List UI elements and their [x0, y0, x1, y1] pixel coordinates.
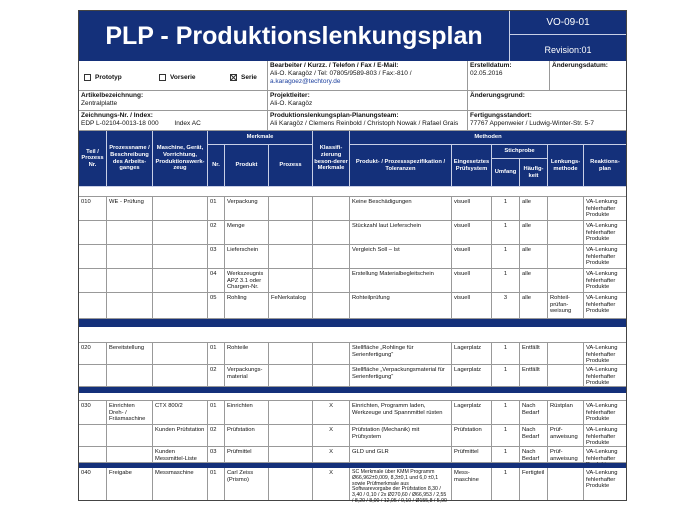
cell-klassifizierung: X [313, 447, 350, 462]
drawing-label: Zeichnungs-Nr. / Index: [81, 112, 153, 119]
created-value: 02.05.2016 [470, 70, 503, 77]
col-klassifizierung: Klassifi-zierung beson-derer Merkmale [313, 131, 350, 187]
cell-lenkungsmethode: Prüf-anweisung [548, 447, 584, 462]
cell-prozess [269, 221, 313, 244]
cell-lenkungsmethode [548, 245, 584, 268]
cell-maschine [153, 365, 208, 386]
cell-lenkungsmethode [548, 221, 584, 244]
cell-haeufigkeit: Nach Bedarf [520, 425, 548, 446]
cell-reaktionsplan: VA-Lenkung fehlerhafter [586, 449, 618, 462]
cell-klassifizierung [313, 343, 350, 364]
cell-reaktionsplan: VA-Lenkung fehlerhafter Produkte [586, 470, 618, 490]
cell-pruefsystem: visuell [452, 293, 492, 318]
table-row [79, 343, 626, 365]
cell-reaktionsplan: VA-Lenkung fehlerhafter Produkte [586, 223, 618, 243]
col-lenkungsmethode: Lenkungs-methode [548, 145, 584, 187]
cell-nr: 02 [208, 365, 225, 386]
cell-teil [79, 221, 107, 244]
cell-produkt: Rohteile [225, 343, 269, 364]
lead-label: Projektleiter: [270, 92, 310, 99]
group-separator [79, 319, 626, 327]
cell-spezifikation: Prüfstation (Mechanik) mit Prüfsystem [350, 425, 452, 446]
cell-prozess [269, 245, 313, 268]
article-cell [79, 91, 268, 111]
cell-pruefsystem: Prüfstation [452, 425, 492, 446]
cell-prozess [269, 365, 313, 386]
cell-haeufigkeit: alle [520, 221, 548, 244]
cell-klassifizierung: X [313, 425, 350, 446]
cell-spezifikation: Stellfläche „Rohlinge für Serienfertigung“ [350, 343, 452, 364]
cell-maschine [153, 221, 208, 244]
cell-spezifikation: SC Merkmale über KMM Programm Ø66,962±0,009, 8,3±0,1 und 6,0 ±0,1 sowie Prüfmerkmale aus Softwarevorgabe der Prüfstation 8,30 / 3,40 / 0,10 / 2x Ø270,60 / Ø66,953 / 2,55 / 8,20 / 8,00 / 12,05 / 0,10 / Ø155,8 / 5,90 [350, 468, 452, 500]
drawing-index: Index AC [174, 120, 201, 127]
cell-prozessname [107, 221, 153, 244]
cell-prozessname [107, 365, 153, 386]
cell-prozessname [107, 425, 153, 446]
cell-teil [79, 425, 107, 446]
document-title: PLP - Produktionslenkungsplan [79, 11, 509, 61]
cell-reaktionsplan: VA-Lenkung fehlerhafter Produkte [586, 345, 618, 365]
cell-lenkungsmethode: Rüstplan [548, 401, 584, 424]
created-cell [468, 61, 550, 91]
cell-klassifizierung: X [313, 468, 350, 500]
table-spacer-row [79, 327, 626, 343]
cell-pruefsystem: visuell [452, 245, 492, 268]
cell-prozess [269, 401, 313, 424]
cell-maschine [153, 293, 208, 318]
table-row [79, 221, 626, 245]
cell-lenkungsmethode [548, 197, 584, 220]
col-nr: Nr. [208, 145, 225, 187]
phase-prototyp[interactable]: Prototyp [84, 74, 122, 82]
table-row [79, 293, 626, 319]
changed-label: Änderungsdatum: [552, 62, 608, 69]
cell-produkt: Carl Zeiss (Prismo) [225, 468, 269, 500]
cell-teil: 020 [79, 343, 107, 364]
cell-produkt: Einrichten [225, 401, 269, 424]
cell-produkt: Prüfstation [225, 425, 269, 446]
lead-value: Ali-O. Karagöz [270, 100, 313, 107]
cell-spezifikation: Rohteilprüfung [350, 293, 452, 318]
cell-umfang: 1 [492, 401, 520, 424]
cell-klassifizierung [313, 293, 350, 318]
created-label: Erstelldatum: [470, 62, 512, 69]
col-methoden: Methoden [350, 131, 626, 145]
cell-haeufigkeit: alle [520, 245, 548, 268]
cell-nr: 04 [208, 269, 225, 292]
table-spacer-row [79, 187, 626, 197]
cell-lenkungsmethode [548, 343, 584, 364]
cell-umfang: 1 [492, 365, 520, 386]
col-merkmale: Merkmale [208, 131, 313, 145]
cell-pruefsystem: Lagerplatz [452, 401, 492, 424]
cell-produkt: Menge [225, 221, 269, 244]
cell-umfang: 1 [492, 269, 520, 292]
cell-reaktionsplan: VA-Lenkung fehlerhafter Produkte [586, 199, 618, 219]
cell-nr: 02 [208, 425, 225, 446]
cell-prozess [269, 269, 313, 292]
cell-nr: 03 [208, 447, 225, 462]
cell-reaktionsplan: VA-Lenkung fehlerhafter Produkte [586, 271, 618, 291]
cell-teil: 010 [79, 197, 107, 220]
team-cell [268, 111, 468, 131]
cell-klassifizierung [313, 365, 350, 386]
cell-umfang: 3 [492, 293, 520, 318]
cell-teil [79, 447, 107, 462]
cell-reaktionsplan: VA-Lenkung fehlerhafter Produkte [586, 403, 618, 423]
cell-spezifikation: GLD und GLR [350, 447, 452, 462]
cell-produkt: Werkszeugnis APZ 3.1 oder Chargen-Nr. [225, 269, 269, 292]
cell-prozess [269, 468, 313, 500]
drawing-cell [79, 111, 268, 131]
reason-label: Änderungsgrund: [470, 92, 525, 99]
cell-pruefsystem: Lagerplatz [452, 343, 492, 364]
cell-klassifizierung [313, 269, 350, 292]
revision-label: Revision:01 [509, 35, 626, 61]
table-row [79, 401, 626, 425]
cell-haeufigkeit: Nach Bedarf [520, 447, 548, 462]
cell-maschine: Kunden Prüfstation [153, 425, 208, 446]
cell-maschine: Kunden Messmittel-Liste [153, 447, 208, 462]
cell-umfang: 1 [492, 447, 520, 462]
cell-teil [79, 365, 107, 386]
col-stichprobe: Stichprobe [492, 145, 548, 159]
table-spacer-row [79, 393, 626, 401]
cell-pruefsystem: visuell [452, 197, 492, 220]
site-value: 77767 Appenweier / Ludwig-Winter-Str. 5-7 [470, 120, 594, 127]
cell-umfang: 1 [492, 245, 520, 268]
phase-box [79, 61, 268, 91]
table-row [79, 245, 626, 269]
cell-haeufigkeit: alle [520, 197, 548, 220]
site-cell [468, 111, 626, 131]
cell-reaktionsplan: VA-Lenkung fehlerhafter Produkte [586, 295, 618, 315]
cell-nr: 01 [208, 197, 225, 220]
cell-maschine [153, 343, 208, 364]
cell-nr: 01 [208, 343, 225, 364]
cell-teil [79, 269, 107, 292]
table-row [79, 365, 626, 387]
col-maschine: Maschine, Gerät, Vorrichtung, Produktionswerk-zeug [153, 131, 208, 187]
cell-spezifikation: Keine Beschädigungen [350, 197, 452, 220]
cell-pruefsystem: visuell [452, 221, 492, 244]
cell-lenkungsmethode: Rohteil-prüfan-weisung [548, 293, 584, 318]
cell-pruefsystem: Prüfmittel [452, 447, 492, 462]
cell-maschine [153, 245, 208, 268]
article-value: Zentralplatte [81, 100, 118, 107]
cell-maschine [153, 197, 208, 220]
cell-spezifikation: Stückzahl laut Lieferschein [350, 221, 452, 244]
cell-teil [79, 245, 107, 268]
serie-checkbox-checked-icon[interactable] [230, 74, 237, 81]
site-label: Fertigungsstandort: [470, 112, 532, 119]
cell-prozess [269, 425, 313, 446]
cell-prozess: FeNerkatalog [269, 293, 313, 318]
team-label: Produktionslenkungsplan-Planungsteam: [270, 112, 399, 119]
cell-umfang: 1 [492, 343, 520, 364]
col-prozess: Prozess [269, 145, 313, 187]
document-code: VO-09-01 [509, 11, 626, 35]
cell-reaktionsplan: VA-Lenkung fehlerhafter Produkte [586, 247, 618, 267]
cell-prozessname [107, 269, 153, 292]
drawing-value: EDP L-02104-0013-18 000 [81, 120, 159, 127]
cell-klassifizierung [313, 221, 350, 244]
cell-prozessname [107, 245, 153, 268]
cell-umfang: 1 [492, 425, 520, 446]
article-label: Artikelbezeichnung: [81, 92, 144, 99]
col-produkt: Produkt [225, 145, 269, 187]
col-umfang: Umfang [492, 159, 520, 187]
cell-prozess [269, 343, 313, 364]
cell-haeufigkeit: alle [520, 269, 548, 292]
cell-prozessname: Einrichten Dreh- / Fräsmaschine [107, 401, 153, 424]
cell-klassifizierung [313, 197, 350, 220]
changed-cell [550, 61, 626, 91]
cell-haeufigkeit: Entfällt [520, 343, 548, 364]
cell-spezifikation: Stellfläche „Verpackungsmaterial für Serienfertigung“ [350, 365, 452, 386]
cell-nr: 03 [208, 245, 225, 268]
cell-umfang: 1 [492, 197, 520, 220]
cell-haeufigkeit: Fertigteil [520, 468, 548, 500]
cell-nr: 05 [208, 293, 225, 318]
table-row [79, 197, 626, 221]
cell-prozess [269, 447, 313, 462]
cell-nr: 01 [208, 401, 225, 424]
cell-prozessname: Bereitstellung [107, 343, 153, 364]
table-row [79, 269, 626, 293]
cell-lenkungsmethode: Prüf-anweisung [548, 425, 584, 446]
editor-email-link[interactable]: a.karagoez@techtory.de [270, 78, 341, 85]
editor-cell [268, 61, 468, 91]
col-teil: Teil / Prozess Nr. [79, 131, 107, 187]
cell-reaktionsplan: VA-Lenkung fehlerhafter Produkte [586, 427, 618, 447]
cell-lenkungsmethode [548, 468, 584, 500]
cell-produkt: Verpackungs-material [225, 365, 269, 386]
cell-umfang: 1 [492, 468, 520, 500]
cell-prozess [269, 197, 313, 220]
editor-value: Ali-O. Karagöz / Tel: 07805/9589-803 / Fax:-810 / [270, 70, 412, 77]
table-row [79, 425, 626, 447]
cell-maschine [153, 269, 208, 292]
phase-vorserie[interactable]: Vorserie [159, 74, 196, 82]
cell-maschine: Messmaschine [153, 468, 208, 500]
cell-haeufigkeit: Entfällt [520, 365, 548, 386]
cell-teil [79, 293, 107, 318]
cell-pruefsystem: visuell [452, 269, 492, 292]
cell-nr: 01 [208, 468, 225, 500]
cell-spezifikation: Einrichten, Programm laden, Werkzeuge und Spannmittel rüsten [350, 401, 452, 424]
cell-klassifizierung [313, 245, 350, 268]
cell-lenkungsmethode [548, 269, 584, 292]
vorserie-checkbox-icon[interactable] [159, 74, 166, 81]
lead-cell [268, 91, 468, 111]
col-pruefsystem: Eingesetztes Prüfsystem [452, 145, 492, 187]
cell-spezifikation: Erstellung Materialbegleitschein [350, 269, 452, 292]
cell-pruefsystem: Mess-maschine [452, 468, 492, 500]
table-row [79, 468, 626, 504]
cell-umfang: 1 [492, 221, 520, 244]
prototyp-checkbox-icon[interactable] [84, 74, 91, 81]
cell-pruefsystem: Lagerplatz [452, 365, 492, 386]
cell-haeufigkeit: Nach Bedarf [520, 401, 548, 424]
cell-haeufigkeit: alle [520, 293, 548, 318]
cell-prozessname: WE - Prüfung [107, 197, 153, 220]
cell-prozessname [107, 293, 153, 318]
cell-produkt: Prüfmittel [225, 447, 269, 462]
team-value: Ali Karagöz / Clemens Reinbold / Christoph Nowak / Rafael Grais [270, 120, 459, 127]
cell-lenkungsmethode [548, 365, 584, 386]
cell-teil: 040 [79, 468, 107, 500]
cell-spezifikation: Vergleich Soll – Ist [350, 245, 452, 268]
plp-document [78, 10, 627, 504]
table-row [79, 447, 626, 463]
cell-produkt: Verpackung [225, 197, 269, 220]
cell-maschine: CTX 800/2 [153, 401, 208, 424]
cell-prozessname [107, 447, 153, 462]
phase-serie[interactable]: Serie [230, 74, 257, 82]
cell-klassifizierung: X [313, 401, 350, 424]
col-haeufigkeit: Häufig-keit [520, 159, 548, 187]
cell-reaktionsplan: VA-Lenkung fehlerhafter Produkte [586, 367, 618, 387]
cell-prozessname: Freigabe [107, 468, 153, 500]
cell-produkt: Rohling [225, 293, 269, 318]
editor-label: Bearbeiter / Kurzz. / Telefon / Fax / E-Mail: [270, 62, 399, 69]
col-spezifikation: Produkt- / Prozessspezifikation / Toleranzen [350, 145, 452, 187]
col-prozessname: Prozessname / Beschreibung des Arbeits-ganges [107, 131, 153, 187]
cell-teil: 030 [79, 401, 107, 424]
reason-cell [468, 91, 626, 111]
cell-nr: 02 [208, 221, 225, 244]
col-reaktionsplan: Reaktions-plan [584, 145, 626, 187]
cell-produkt: Lieferschein [225, 245, 269, 268]
